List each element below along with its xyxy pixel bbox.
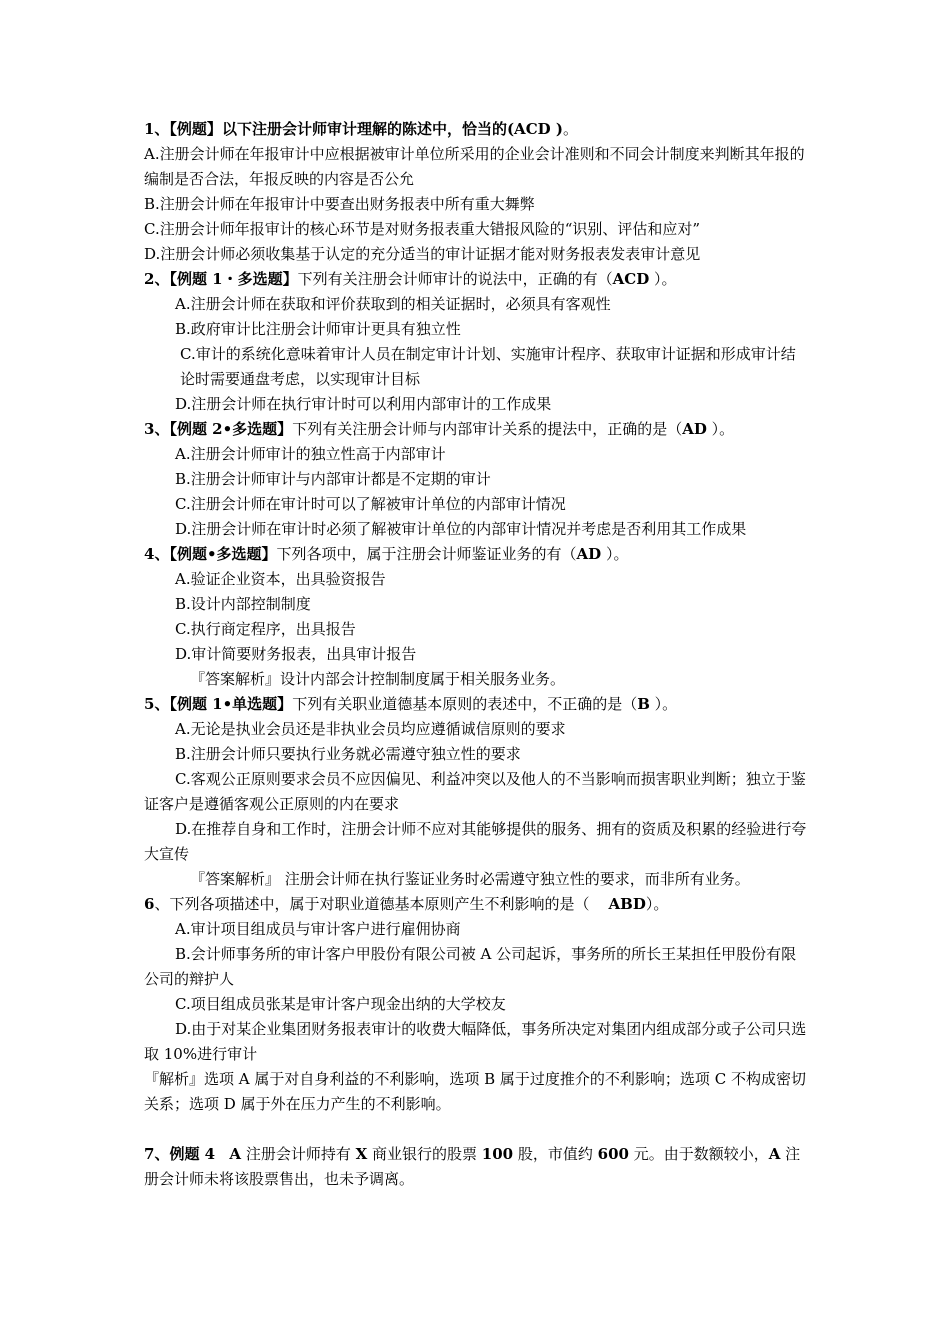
q5-option-a: A.无论是执业会员还是非执业会员均应遵循诚信原则的要求 (175, 720, 566, 738)
q4-option-d: D.审计简要财务报表，出具审计报告 (175, 645, 417, 663)
q3-option-c: C.注册会计师在审计时可以了解被审计单位的内部审计情况 (175, 495, 566, 513)
q5-close: ）。 (649, 695, 678, 713)
q6-answer: ABD (608, 895, 646, 913)
q4-option-b: B.设计内部控制制度 (175, 595, 311, 613)
q7-text-4: 元。由于数额较小， (628, 1145, 769, 1163)
q4-stem-text: 下列各项中，属于注册会计师鉴证业务的有（ (276, 545, 577, 563)
question-2-stem (144, 267, 808, 292)
q5-number: 5 (144, 695, 155, 713)
q2-option-a: A.注册会计师在获取和评价获取到的相关证据时，必须具有客观性 (175, 295, 611, 313)
question-5-stem (144, 692, 808, 717)
q5-analysis: 『答案解析』 注册会计师在执行鉴证业务时必需遵守独立性的要求，而非所有业务。 (190, 870, 750, 888)
q1-option-b: B.注册会计师在年报审计中要查出财务报表中所有重大舞弊 (144, 195, 535, 213)
q3-option-d: D.注册会计师在审计时必须了解被审计单位的内部审计情况并考虑是否利用其工作成果 (175, 520, 747, 538)
blank-line (144, 1117, 808, 1142)
q5-answer: B (637, 695, 650, 713)
q7-shares: 100 (481, 1145, 514, 1163)
q1-option-d: D.注册会计师必须收集基于认定的充分适当的审计证据才能对财务报表发表审计意见 (144, 245, 701, 263)
q1-answer: (ACD ) (506, 120, 563, 138)
q3-option-b: B.注册会计师审计与内部审计都是不定期的审计 (175, 470, 491, 488)
q5-label: 、【例题 1•单选题】 (154, 695, 293, 713)
q7-number: 7 (144, 1145, 155, 1163)
q1-option-c: C.注册会计师年报审计的核心环节是对财务报表重大错报风险的“识别、评估和应对” (144, 220, 701, 238)
q4-close: ）。 (601, 545, 629, 563)
q2-number: 2 (144, 270, 155, 288)
q7-value: 600 (597, 1145, 629, 1163)
q3-stem-text: 下列有关注册会计师与内部审计关系的提法中，正确的是（ (292, 420, 683, 438)
q6-option-a: A.审计项目组成员与审计客户进行雇佣协商 (175, 920, 461, 938)
q1-stem-prefix: 1、【例题】以下注册会计师审计理解的陈述中，恰当的 (144, 120, 507, 138)
q2-option-b: B.政府审计比注册会计师审计更具有独立性 (175, 320, 461, 338)
q4-label: 、【例题•多选题】 (154, 545, 277, 563)
q2-option-d: D.注册会计师在执行审计时可以利用内部审计的工作成果 (175, 395, 552, 413)
q6-stem-text: 、下列各项描述中，属于对职业道德基本原则产生不利影响的是（ (154, 895, 590, 913)
q3-close: ）。 (706, 420, 735, 438)
q1-stem-suffix: 。 (562, 120, 578, 138)
question-4-stem (144, 542, 808, 567)
q5-option-c: C.客观公正原则要求会员不应因偏见、利益冲突以及他人的不当影响而损害职业判断；独立于鉴证客户是遵循客观公正原则的内在要求 (144, 770, 806, 813)
question-1-stem (144, 117, 808, 142)
question-3-stem (144, 417, 808, 442)
q7-text-3: 股，市值约 (513, 1145, 598, 1163)
q6-close: ）。 (645, 895, 669, 913)
q2-option-c-text: C.审计的系统化意味着审计人员在制定审计计划、实施审计程序、获取审计证据和形成审计结论时需要通盘考虑，以实现审计目标 (180, 345, 796, 388)
document-page (144, 117, 808, 1192)
q6-option-c: C.项目组成员张某是审计客户现金出纳的大学校友 (175, 995, 506, 1013)
q7-subject-a2: A (768, 1145, 781, 1163)
q4-option-c: C.执行商定程序，出具报告 (175, 620, 356, 638)
q6-option-d: D.由于对某企业集团财务报表审计的收费大幅降低，事务所决定对集团内组成部分或子公司只选取 10%进行审计 (144, 1020, 807, 1063)
q3-answer: AD (682, 420, 707, 438)
q7-text-5: 注册会计师未将该股票售出，也未予调离。 (144, 1145, 801, 1188)
q2-label: 、【例题 1・多选题】 (154, 270, 298, 288)
q5-option-b: B.注册会计师只要执行业务就必需遵守独立性的要求 (175, 745, 521, 763)
q4-number: 4 (144, 545, 155, 563)
q7-subject-a: A (229, 1145, 242, 1163)
q7-bank-x: X (355, 1145, 368, 1163)
q6-option-b: B.会计师事务所的审计客户甲股份有限公司被 A 公司起诉，事务所的所长王某担任甲股份有限公司的辩护人 (144, 945, 797, 988)
q7-label: 、例题 4 (154, 1145, 216, 1163)
q7-text-1: 注册会计师持有 (241, 1145, 356, 1163)
q2-stem-text: 下列有关注册会计师审计的说法中，正确的有（ (297, 270, 613, 288)
q2-close: ）。 (649, 270, 677, 288)
q6-analysis: 『解析』选项 A 属于对自身利益的不利影响，选项 B 属于过度推介的不利影响；选项 C 不构成密切关系；选项 D 属于外在压力产生的不利影响。 (144, 1070, 806, 1113)
q4-analysis: 『答案解析』设计内部会计控制制度属于相关服务业务。 (190, 670, 566, 688)
q4-option-a: A.验证企业资本，出具验资报告 (175, 570, 386, 588)
q3-option-a: A.注册会计师审计的独立性高于内部审计 (175, 445, 446, 463)
q7-text-2: 商业银行的股票 (367, 1145, 482, 1163)
question-6-stem (144, 892, 808, 917)
q3-number: 3 (144, 420, 155, 438)
q4-answer: AD (576, 545, 602, 563)
q2-answer: ACD (612, 270, 650, 288)
q2-option-c (144, 342, 808, 392)
q5-stem-text: 下列有关职业道德基本原则的表述中，不正确的是（ (292, 695, 638, 713)
question-7-stem (144, 1142, 808, 1192)
q3-label: 、【例题 2•多选题】 (154, 420, 293, 438)
q1-option-a: A.注册会计师在年报审计中应根据被审计单位所采用的企业会计准则和不同会计制度来判断其年报的编制是否合法，年报反映的内容是否公允 (144, 145, 805, 188)
q6-number: 6 (144, 895, 155, 913)
q5-option-d: D.在推荐自身和工作时，注册会计师不应对其能够提供的服务、拥有的资质及积累的经验进行夸大宣传 (144, 820, 807, 863)
